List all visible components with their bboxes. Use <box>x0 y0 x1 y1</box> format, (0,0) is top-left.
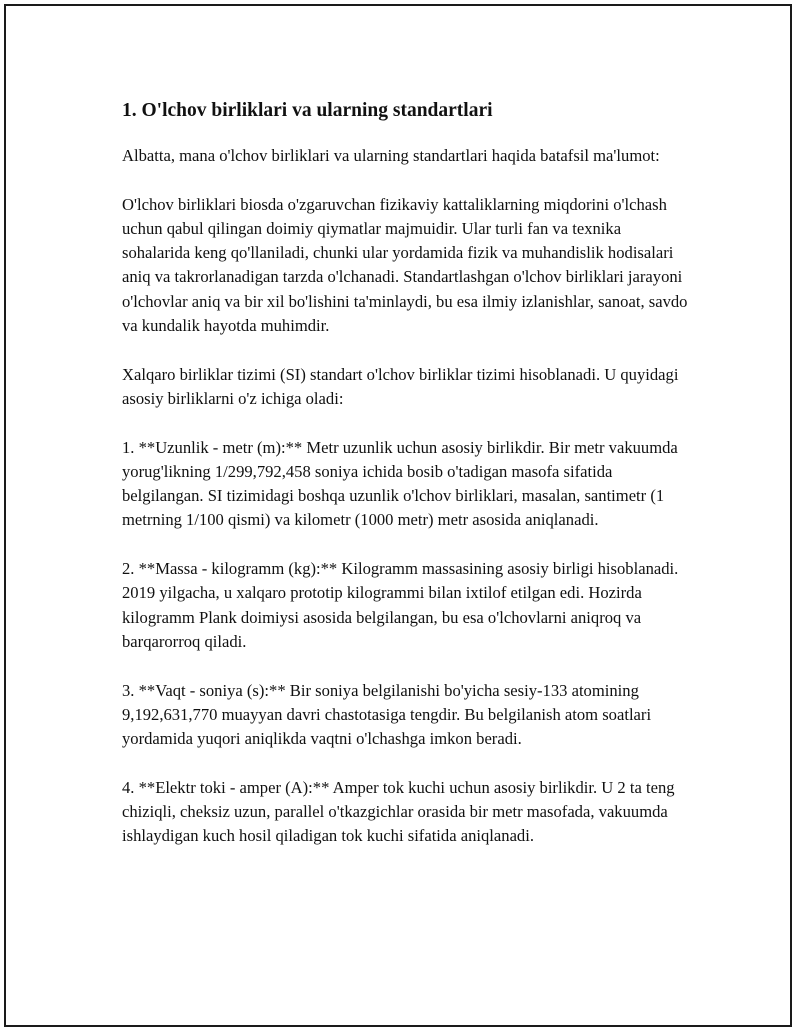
list-item-mass: 2. **Massa - kilogramm (kg):** Kilogramm massasining asosiy birligi hisoblanadi. 2019 yilgacha, u xalqaro prototip kilogrammi bilan ixtilof etilgan edi. Hozirda kilogramm Plank doimiysi asosida belgilangan, bu esa o'lchovlarni aniqroq va barqarorroq qiladi. <box>122 559 679 651</box>
list-item-time: 3. **Vaqt - soniya (s):** Bir soniya belgilanishi bo'yicha sesiy-133 atomining 9,192,631,770 muayyan davri chastotasiga tengdir. Bu belgilanish atom soatlari yordamida yuqori aniqlikda vaqtni o'lchashga imkon beradi. <box>122 680 652 749</box>
si-system-paragraph: Xalqaro birliklar tizimi (SI) standart o'lchov birliklar tizimi hisoblanadi. U quyidagi asosiy birliklarni o'z ichiga oladi: <box>122 364 679 408</box>
document-body <box>122 98 692 873</box>
document-page <box>4 4 792 1027</box>
definition-paragraph: O'lchov birliklari biosda o'zgaruvchan fizikaviy kattaliklarning miqdorini o'lchash uchun qabul qilingan doimiy qiymatlar majmuidir. Ular turli fan va texnika sohalarida keng qo'llaniladi, chunki ular yordamida fizik va muhandislik hodisalari aniq va takrorlanadigan tarzda o'lchanadi. Standartlashgan o'lchov birliklari jarayoni o'lchovlar aniq va bir xil bo'lishini ta'minlaydi, bu esa ilmiy izlanishlar, sanoat, savdo va kundalik hayotda muhimdir. <box>122 194 688 336</box>
list-item-electric-current: 4. **Elektr toki - amper (A):** Amper tok kuchi uchun asosiy birlikdir. U 2 ta teng chiziqli, cheksiz uzun, parallel o'tkazgichlar orasida bir metr masofada, vakuumda ishlaydigan kuch hosil qiladigan tok kuchi sifatida aniqlanadi. <box>122 777 675 846</box>
intro-paragraph: Albatta, mana o'lchov birliklari va ularning standartlari haqida batafsil ma'lumot: <box>122 146 660 165</box>
list-item-length: 1. **Uzunlik - metr (m):** Metr uzunlik uchun asosiy birlikdir. Bir metr vakuumda yorug'likning 1/299,792,458 soniya ichida bosib o'tadigan masofa sifatida belgilangan. SI tizimidagi boshqa uzunlik o'lchov birliklari, masalan, santimetr (1 metrning 1/100 qismi) va kilometr (1000 metr) metr asosida aniqlanadi. <box>122 437 678 530</box>
document-title: 1. O'lchov birliklari va ularning standartlari <box>122 100 493 121</box>
